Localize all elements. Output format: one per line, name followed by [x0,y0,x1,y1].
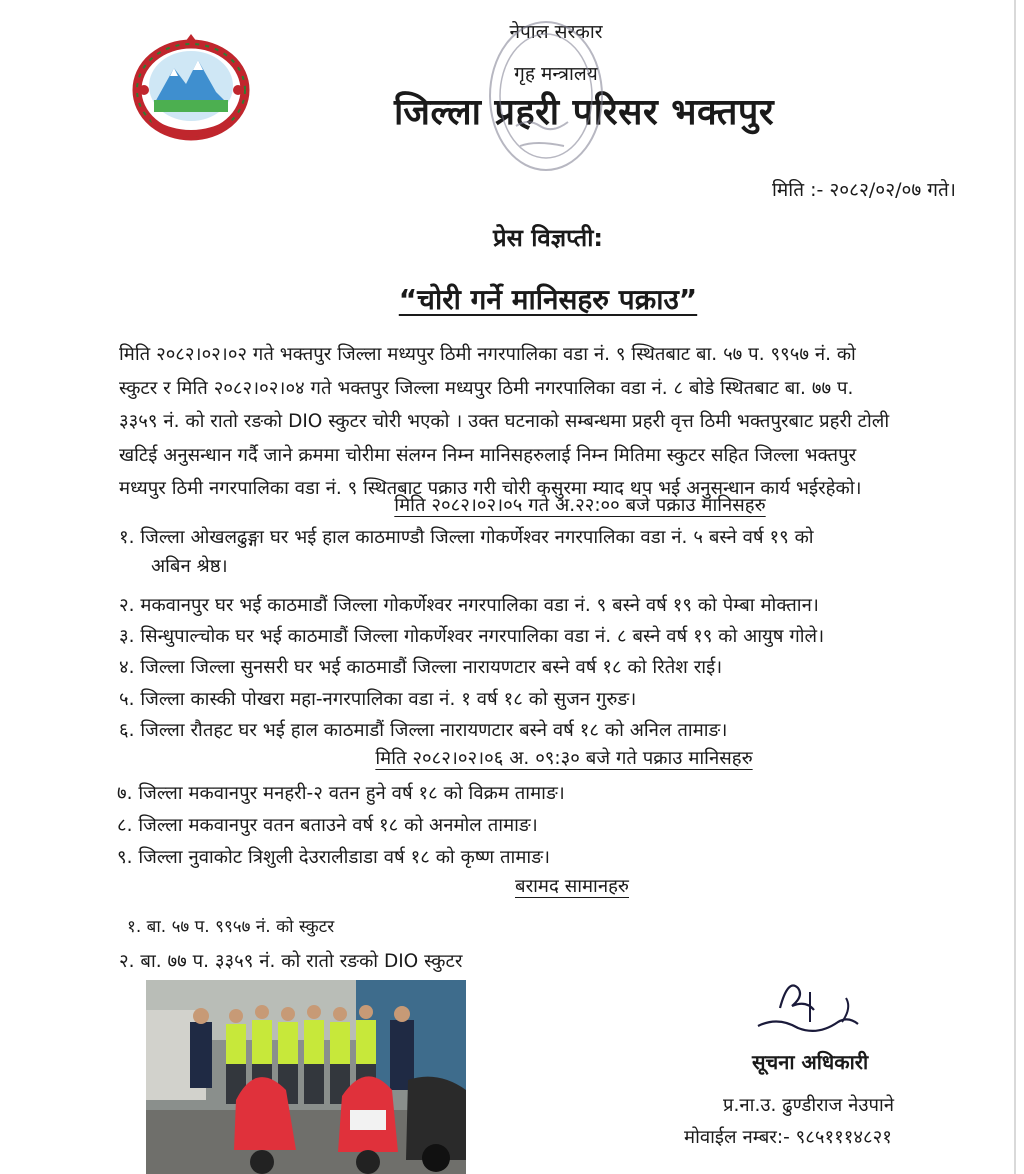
office-name: जिल्ला प्रहरी परिसर भक्तपुर [393,92,775,133]
ministry-name: गृह मन्त्रालय [514,63,598,85]
list-item [119,524,814,578]
list-item: ४. जिल्ला जिल्ला सुनसरी घर भई काठमाडौं जिल्ला नारायणटार बस्ने वर्ष १८ को रितेश राई। [119,657,723,678]
recovered-items-heading [0,873,1024,898]
list-item: ७. जिल्ला मकवानपुर मनहरी-२ वतन हुने वर्ष १८ को विक्रम तामाङ। [117,783,565,804]
press-release-title: प्रेस विज्ञप्ती: [492,224,604,252]
arrest-group-2-heading-text: मिति २०८२।०२।०६ अ. ०९:३० बजे गते पक्राउ मानिसहरु [375,748,753,769]
signatory-name: प्र.ना.उ. ढुण्डीराज नेउपाने [723,1095,895,1116]
arrest-photo [146,980,466,1174]
intro-paragraph [119,338,967,506]
official-stamp-icon [480,6,612,176]
headline-container [0,280,1024,318]
intro-line: मिति २०८२।०२।०२ गते भक्तपुर जिल्ला मध्यपुर ठिमी नगरपालिका वडा नं. ९ स्थितबाट बा. ५७ प. ९९५७ नं. को [119,344,856,365]
arrest-group-1-heading-text: मिति २०८२।०२।०५ गते अ.२२:०० बजे पक्राउ मानिसहरु [394,495,766,516]
arrest-group-1-heading [0,492,1024,517]
list-item-continuation: अबिन श्रेष्ठ। [151,556,228,577]
list-item-text: १. जिल्ला ओखलढुङ्गा घर भई हाल काठमाण्डौ जिल्ला गोकर्णेश्वर नगरपालिका वडा नं. ५ बस्ने वर्ष १९ को [119,527,814,548]
list-item: २. मकवानपुर घर भई काठमाडौं जिल्ला गोकर्णेश्वर नगरपालिका वडा नं. ९ बस्ने वर्ष १९ को पेम्बा मोक्तान। [119,595,819,616]
recovered-items-heading-text: बरामद सामानहरु [515,876,629,897]
arrest-group-2-heading [0,745,1024,770]
signatory-title: सूचना अधिकारी [752,1050,869,1074]
list-item: १. बा. ५७ प. ९९५७ नं. को स्कुटर [127,917,335,937]
list-item: ६. जिल्ला रौतहट घर भई हाल काठमाडौं जिल्ला नारायणटार बस्ने वर्ष १८ को अनिल तामाङ। [119,720,728,741]
intro-line: ३३५९ नं. को रातो रङको DIO स्कुटर चोरी भएको । उक्त घटनाको सम्बन्धमा प्रहरी वृत्त ठिमी भक्तपुरबाट प्रहरी टोली [119,411,890,432]
list-item: ९. जिल्ला नुवाकोट त्रिशुली देउरालीडाडा वर्ष १८ को कृष्ण तामाङ। [117,847,550,868]
page-edge-rule [1014,0,1016,1174]
list-item: २. बा. ७७ प. ३३५९ नं. को रातो रङको DIO स्कुटर [119,951,463,972]
list-item: ३. सिन्धुपाल्चोक घर भई काठमाडौं जिल्ला गोकर्णेश्वर नगरपालिका वडा नं. ८ बस्ने वर्ष १९ को आयुष गोले। [119,626,825,647]
intro-line: खटिई अनुसन्धान गर्दै जाने क्रममा चोरीमा संलग्न निम्न मानिसहरुलाई निम्न मितिमा स्कुटर सहित जिल्ला भक्तपुर [119,444,857,466]
signature-icon [750,968,870,1048]
intro-line: मध्यपुर ठिमी नगरपालिका वडा नं. ९ स्थितबाट पक्राउ गरी चोरी कसुरमा म्याद थप भई अनुसन्धान कार्य भईरहेको। [119,478,862,499]
list-item: ५. जिल्ला कास्की पोखरा महा-नगरपालिका वडा नं. १ वर्ष १८ को सुजन गुरुङ। [119,689,637,710]
government-name: नेपाल सरकार [509,21,603,43]
headline-text: “चोरी गर्ने मानिसहरु पक्राउ” [398,283,698,316]
release-date: मिति :- २०८२/०२/०७ गते। [772,179,956,201]
signatory-mobile: मोवाईल नम्बर:- ९८५१११४८२१ [684,1127,892,1148]
intro-line: स्कुटर र मिति २०८२।०२।०४ गते भक्तपुर जिल्ला मध्यपुर ठिमी नगरपालिका वडा नं. ८ बोडे स्थितबाट बा. ७७ प. [119,377,854,399]
list-item: ८. जिल्ला मकवानपुर वतन बताउने वर्ष १८ को अनमोल तामाङ। [117,815,538,836]
headline [399,280,697,318]
